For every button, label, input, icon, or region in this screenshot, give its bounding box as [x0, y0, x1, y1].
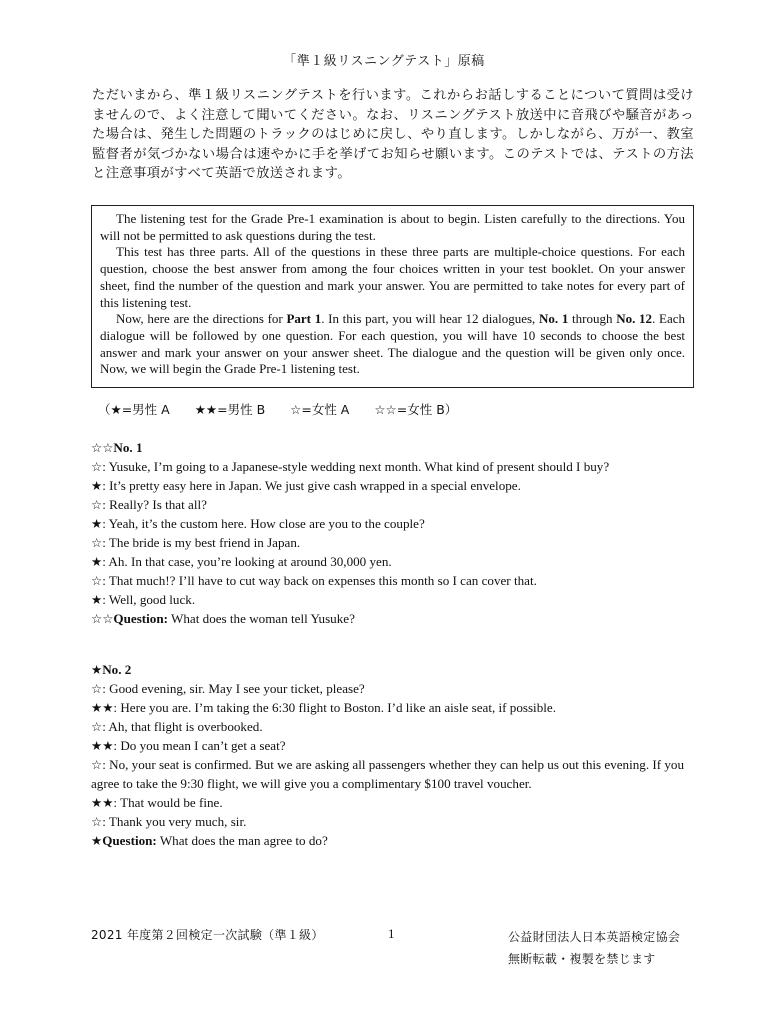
directions-text: Now, here are the directions for [116, 311, 287, 327]
dialogue-text: : Yusuke, I’m going to a Japanese-style wedding next month. What kind of present should I buy? [102, 459, 610, 474]
speaker-legend: （★=男性 A ★★=男性 B ☆=女性 A ☆☆=女性 B） [98, 402, 458, 417]
dialogue-text: : That much!? I’ll have to cut way back on expenses this month so I can cover that. [102, 573, 537, 588]
dialogue-line [91, 476, 701, 495]
question-line [91, 831, 701, 850]
footer-exam-info: 2021 年度第２回検定一次試験（準１級） [91, 928, 324, 942]
copyright-notice: 無断転載・複製を禁じます [508, 952, 656, 966]
question-text: What does the man agree to do? [156, 833, 328, 848]
speaker-symbol: ★ [91, 662, 103, 677]
directions-text: . In this part, you will hear 12 dialogues, [321, 311, 540, 327]
dialogue-line [91, 679, 701, 698]
dialogue-number: No. 2 [102, 662, 132, 677]
speaker-symbol: ★ [91, 516, 103, 531]
speaker-symbol: ★ [91, 554, 103, 569]
dialogue-line [91, 495, 701, 514]
dialogue-line [91, 552, 701, 571]
speaker-symbol: ☆☆ [91, 611, 114, 626]
no-1-label: No. 1 [539, 311, 569, 327]
dialogue-line [91, 736, 701, 755]
japanese-intro-paragraph: ただいまから、準１級リスニングテストを行います。これからお話しすることについて質問は受けませんので、よく注意して聞いてください。なお、リスニングテスト放送中に音飛びや騒音があった場合は、発生した問題のトラックのはじめに戻し、やり直します。しかしながら、万が一、教室監督者が気づかない場合は速やかに手を挙げてお知らせ願います。このテストでは、テストの方法と注意事項がすべて英語で放送されます。 [92, 88, 694, 181]
dialogue-header [91, 438, 701, 457]
directions-text: through [568, 311, 617, 327]
dialogue-no-2 [91, 660, 701, 850]
speaker-symbol: ☆ [91, 459, 103, 474]
speaker-symbol: ☆ [91, 497, 103, 512]
page-number: 1 [388, 926, 395, 941]
dialogue-text: : Well, good luck. [102, 592, 196, 607]
question-label: Question: [113, 611, 168, 626]
speaker-symbol: ☆ [91, 681, 103, 696]
dialogue-line [91, 755, 701, 793]
dialogue-header [91, 660, 701, 679]
speaker-symbol: ★ [91, 592, 103, 607]
dialogue-line [91, 514, 701, 533]
speaker-symbol: ★ [91, 833, 103, 848]
speaker-symbol: ★★ [91, 738, 114, 753]
dialogue-text: : Thank you very much, sir. [102, 814, 247, 829]
speaker-symbol: ★★ [91, 700, 114, 715]
dialogue-line [91, 698, 701, 717]
speaker-symbol: ☆ [91, 719, 103, 734]
dialogue-text: : Ah. In that case, you’re looking at around 30,000 yen. [102, 554, 392, 569]
dialogue-no-1 [91, 438, 701, 628]
dialogue-text: : Ah, that flight is overbooked. [102, 719, 263, 734]
question-label: Question: [102, 833, 157, 848]
directions-text: . Each dialogue will be followed by one question. For each question, you will have 10 seconds to choose the best answer and mark your answer on your answer sheet. The dialogue and the question will be given only once. Now, we will begin the Grade Pre-1 listening test. [100, 311, 685, 377]
dialogue-line [91, 533, 701, 552]
speaker-symbol: ☆ [91, 757, 103, 772]
publisher-name: 公益財団法人日本英語検定協会 [508, 930, 681, 944]
directions-paragraph-1: The listening test for the Grade Pre-1 examination is about to begin. Listen carefully to the directions. You will not be permitted to ask questions during the test. [100, 211, 685, 243]
part-1-label: Part 1 [286, 311, 322, 327]
dialogue-number: No. 1 [113, 440, 143, 455]
question-line [91, 609, 701, 628]
dialogue-line [91, 590, 701, 609]
dialogue-text: : Good evening, sir. May I see your ticket, please? [102, 681, 365, 696]
dialogue-line [91, 793, 701, 812]
dialogue-text: : The bride is my best friend in Japan. [102, 535, 301, 550]
dialogue-line [91, 717, 701, 736]
dialogue-text: : No, your seat is confirmed. But we are asking all passengers whether they can help us out this evening. If you agree to take the 9:30 flight, we will give you a complimentary $100 travel voucher. [91, 757, 685, 791]
speaker-symbol: ☆ [91, 535, 103, 550]
dialogue-text: : That would be fine. [113, 795, 223, 810]
dialogue-text: : Really? Is that all? [102, 497, 207, 512]
speaker-symbol: ☆ [91, 573, 103, 588]
speaker-symbol: ★★ [91, 795, 114, 810]
directions-paragraph-2: This test has three parts. All of the questions in these three parts are multiple-choice questions. For each question, choose the best answer from among the four choices written in your test booklet. On your answer sheet, find the number of the question and mark your answer. You are permitted to take notes for every part of this listening test. [100, 244, 685, 310]
speaker-symbol: ★ [91, 478, 103, 493]
no-12-label: No. 12 [616, 311, 653, 327]
dialogue-line [91, 812, 701, 831]
dialogue-line [91, 571, 701, 590]
speaker-symbol: ☆ [91, 814, 103, 829]
dialogue-text: : Do you mean I can’t get a seat? [113, 738, 286, 753]
speaker-symbol: ☆☆ [91, 440, 114, 455]
footer-publisher [508, 926, 680, 970]
page-title: 「準１級リスニングテスト」原稿 [283, 54, 485, 69]
directions-paragraph-3 [100, 311, 685, 378]
dialogue-line [91, 457, 701, 476]
directions-box [91, 205, 694, 388]
dialogue-text: : It’s pretty easy here in Japan. We just give cash wrapped in a special envelope. [102, 478, 521, 493]
question-text: What does the woman tell Yusuke? [167, 611, 355, 626]
dialogue-text: : Yeah, it’s the custom here. How close are you to the couple? [102, 516, 425, 531]
dialogue-text: : Here you are. I’m taking the 6:30 flight to Boston. I’d like an aisle seat, if possible. [113, 700, 556, 715]
